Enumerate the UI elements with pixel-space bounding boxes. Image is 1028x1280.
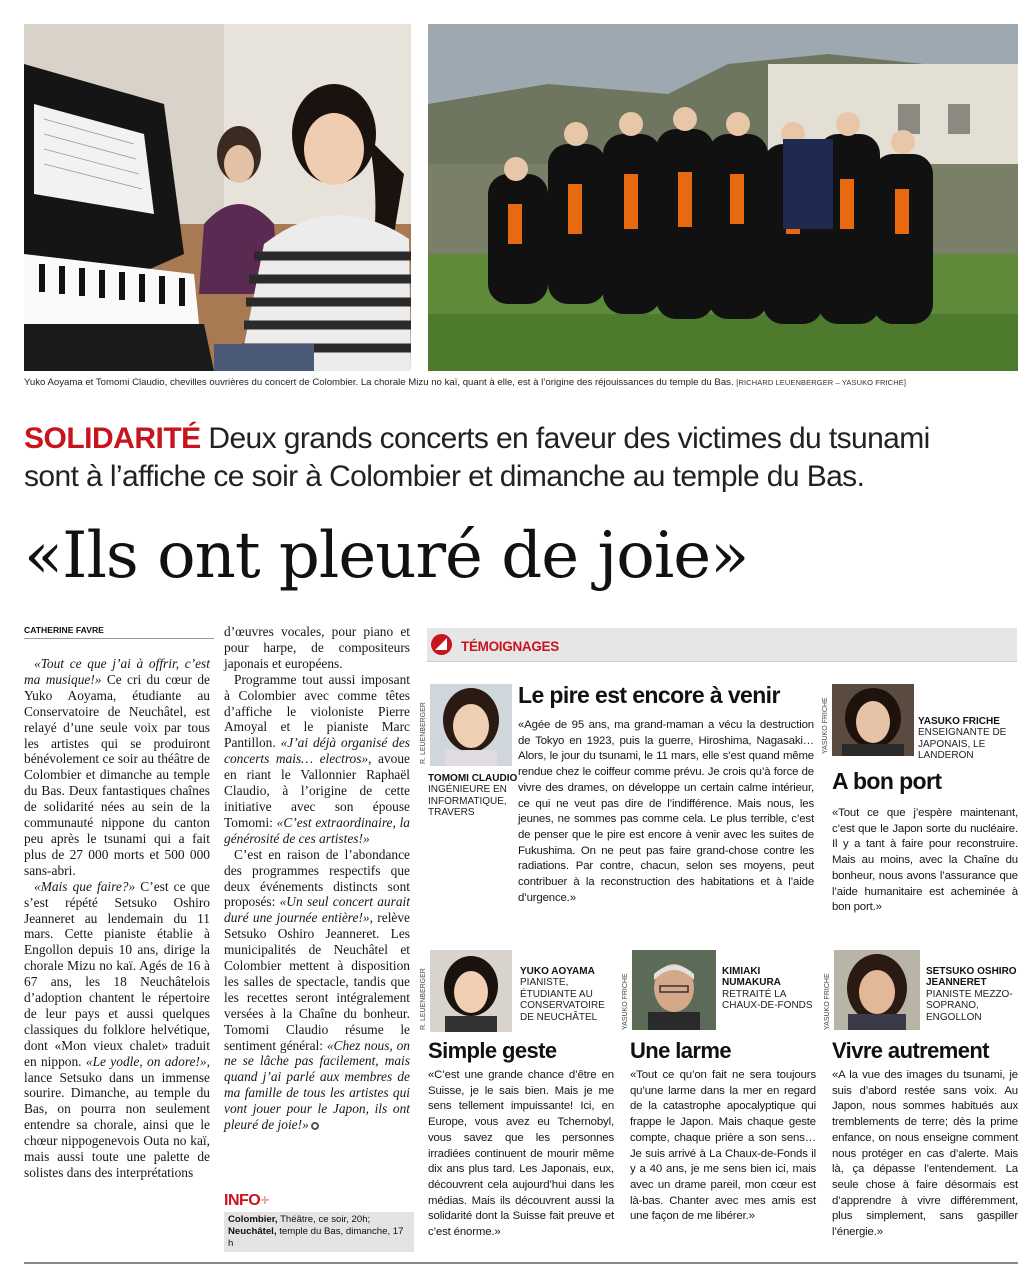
byline: CATHERINE FAVRE	[24, 625, 214, 639]
quote: «J’ai déjà organisé des concerts mais… electros»	[224, 735, 410, 767]
kicker-tag: SOLIDARITÉ	[24, 422, 201, 455]
temoignages-header	[427, 628, 1017, 662]
quote: «Le yodle, on adore!»	[85, 1053, 207, 1069]
article-column-1	[24, 656, 210, 1181]
testimony-title: Vivre autrement	[832, 1038, 989, 1063]
section-mark-icon	[431, 634, 452, 655]
person-role: PIANISTE, ÉTUDIANTE AU CONSERVATOIRE DE NEUCHÂTEL	[520, 977, 605, 1023]
info-place: Neuchâtel,	[228, 1226, 277, 1237]
kicker-line-1: Deux grands concerts en faveur des victimes du tsunami	[200, 422, 930, 455]
text: Programme tout aussi imposant à Colombier avec comme têtes d’affiche le violoniste Pierre Amoyal et le pianiste Marc Pantillon.	[224, 671, 410, 751]
portrait-credit: R. LEUENBERGER	[420, 968, 427, 1030]
kicker-line-2: sont à l’affiche ce soir à Colombier et dimanche au temple du Bas.	[24, 460, 865, 493]
photo-caption	[24, 377, 1014, 388]
testimony-title: Simple geste	[428, 1038, 557, 1063]
info-body	[224, 1212, 414, 1252]
text: , avoue en riant le Vallonnier Raphaël Claudio, à l’origine de cette initiative avec son épouse Tomomi:	[224, 751, 410, 830]
kicker	[24, 420, 1014, 496]
info-place: Colombier,	[228, 1214, 278, 1225]
portrait-credit: R. LEUENBERGER	[420, 702, 427, 764]
photo-piano	[24, 24, 411, 371]
portrait-credit: YASUKO FRICHE	[824, 973, 831, 1030]
portrait-yuko	[430, 950, 512, 1032]
text: , lance Setsuko dans un immense sourire. Dimanche, au temple du Bas, on pourra non seulement entendre sa chorale, ainsi que le chœur nippogenevois Outa no kaï, mais aussi toute une palette de solistes dans des interprétations	[24, 1053, 210, 1180]
temoignages-label: TÉMOIGNAGES	[461, 639, 559, 654]
testimony-title: Une larme	[630, 1038, 731, 1063]
info-detail: Théâtre, ce soir, 20h;	[277, 1214, 371, 1225]
portrait-yasuko	[832, 684, 914, 756]
quote: «C’est extraordinaire, la générosité de ces artistes!»	[224, 814, 410, 846]
person-name: KIMIAKI NUMAKURA	[722, 966, 781, 989]
text: Ce cri du cœur de Yuko Aoyama, étudiante au Conservatoire de Neuchâtel, est relayé d’une seule voix par tous les artistes qui se produiront bénévolement ce soir au théâtre de Colombier et dimanche au temple du Bas. Deux fantastiques chaînes de solidarité nées au sein de la communauté nippone du canton peu après le tsunami qui a fait plus de 27 000 morts et 500 000 sans-abri.	[24, 671, 210, 878]
person-name: TOMOMI CLAUDIO	[428, 773, 518, 784]
person-name: YASUKO FRICHE	[918, 716, 1000, 727]
testimony-text: «C’est une grande chance d’être en Suisse, je le sais bien. Mais je me sens tellement impuissante! Ici, en Europe, vous avez eu Tchernobyl, vous savez que les personnes irradiées continuent de mourir même dix ans plus tard. Les Japonais, eux, découvrent cela aujourd’hui dans les médias. Mais ils découvrent aussi la solidarité dont la Suisse fait preuve et c’est énorme.»	[428, 1069, 614, 1239]
testimony-text: «Tout ce qu’on fait ne sera toujours qu’une larme dans la mer en regard de la catastrophe apocalyptique qui frappe le Japon. Mais chaque geste compte, chaque prière a son sens… Je suis arrivé à La Chaux-de-Fonds il y a 40 ans, je me sens bien ici, mais avec un drame pareil, mon cœur est là-bas. Chanter avec mes amis est une façon de me libérer.»	[630, 1069, 816, 1223]
person-kimiaki	[722, 966, 818, 1012]
text: C’est en raison de l’abondance des programmes respectifs que deux événements distincts sont proposés:	[224, 846, 410, 910]
quote: «Mais que faire?»	[34, 878, 136, 894]
person-name: YUKO AOYAMA	[520, 966, 595, 977]
testimony-text: «Tout ce que j’espère maintenant, c’est que le Japon sorte du nucléaire. Il y a tant à faire pour reconstruire. Mais au moins, avec la Chaîne du bonheur, nous avons l’assurance que l’aide humanitaire est acheminée à bon port.»	[832, 807, 1018, 914]
person-yuko	[520, 966, 616, 1023]
quote: «Tout ce que j’ai à offrir, c’est ma musique!»	[24, 656, 210, 687]
caption-text: Yuko Aoyama et Tomomi Claudio, chevilles ouvrières du concert de Colombier. La chorale Mizu no kaï, quant à elle, est à l’origine des réjouissances du temple du Bas.	[24, 377, 734, 388]
person-role: PIANISTE MEZZO-SOPRANO, ENGOLLON	[926, 988, 1013, 1023]
info-line	[228, 1214, 410, 1226]
article-paragraph	[24, 879, 210, 1181]
info-detail: temple du Bas, dimanche, 17 h	[228, 1226, 404, 1249]
info-plus-icon: +	[260, 1192, 270, 1209]
quote: «Un seul concert aurait duré une journée entière!»	[224, 894, 410, 926]
info-title-text: INFO	[224, 1192, 261, 1209]
testimony-title: Le pire est encore à venir	[518, 682, 780, 708]
bottom-rule	[24, 1262, 1018, 1264]
testimony-title: A bon port	[832, 768, 942, 794]
text: , relève Setsuko Oshiro Jeanneret. Les municipalités de Neuchâtel et Colombier mettent à disposition les salles de spectacle, tandis que les recettes seront intégralement versées à la Chaîne du bonheur. Tomomi Claudio résume le sentiment général:	[224, 910, 410, 1053]
person-yasuko	[918, 716, 1018, 762]
article-paragraph	[224, 847, 410, 1133]
article-paragraph	[224, 672, 410, 847]
person-role: ENSEIGNANTE DE JAPONAIS, LE LANDERON	[918, 727, 1007, 762]
person-role: INGÉNIEURE EN INFORMATIQUE, TRAVERS	[428, 784, 507, 819]
testimony-text: «Agée de 95 ans, ma grand-maman a vécu la destruction de Tokyo en 1923, puis la guerre, Hiroshima, Nagasaki… Alors, le jour du tsunami, le 11 mars, elle s’est quand même rendue chez le coiffeur comme prévu. Je crois qu’à force de vivre des drames, on développe un certain calme intérieur, ce qui ne veut pas dire de l’indifférence. Mais nous, les jeunes, ne sommes pas comme cela. Le plus terrible, c’est de penser que le pire est encore à venir avec les suites de Fukushima. On ne peut pas faire grand-chose contre les radiations. Par contre, chacun, selon ses moyens, peut contribuer à la reconstruction des habitations et à l’aide d’urgence.»	[518, 719, 814, 904]
info-box	[224, 1192, 414, 1252]
portrait-credit: YASUKO FRICHE	[822, 697, 829, 754]
testimony-text: «A la vue des images du tsunami, je suis d’abord restée sans voix. Au Japon, nous sommes habitués aux tremblements de terre; dès la prime enfance, on nous enseigne comment nous protéger en cas d’alerte. Mais là, ça dépasse l’entendement. La seule chose à faire désormais est d’apprendre à vivre différemment, plus simplement, sans gaspiller l’énergie.»	[832, 1069, 1018, 1239]
portrait-credit: YASUKO FRICHE	[622, 973, 629, 1030]
info-line	[228, 1226, 410, 1250]
text: C’est ce que s’est répété Setsuko Oshiro Jeanneret au lendemain du 11 mars. Cette pianiste établie à Engollon depuis 10 ans, dirige la chorale Mizu no kaï. Agés de 16 à 67 ans, les 18 Neuchâtelois d’adoption chantent le répertoire de leur pays et aussi quelques classiques du folklore helvétique, dont «Mon vieux chalet» traduit en nippon.	[24, 878, 210, 1069]
photo-credit: [RICHARD LEUENBERGER – YASUKO FRICHE]	[736, 378, 907, 387]
end-mark-icon	[311, 1122, 319, 1130]
article-paragraph	[24, 656, 210, 879]
photo-choir	[428, 24, 1018, 371]
person-role: RETRAITÉ LA CHAUX-DE-FONDS	[722, 988, 813, 1012]
portrait-setsuko	[834, 950, 920, 1030]
person-tomomi	[428, 773, 518, 819]
person-setsuko	[926, 966, 1020, 1023]
article-column-2	[224, 624, 410, 1133]
quote: «Chez nous, on ne se lâche pas facilement, mais quand j’ai parlé aux membres de ma famille de tous les artistes qui vont jouer pour le Japon, ils ont pleuré de joie!»	[224, 1037, 410, 1133]
headline: «Ils ont pleuré de joie»	[24, 519, 749, 593]
info-title	[224, 1192, 414, 1210]
article-paragraph: d’œuvres vocales, pour piano et pour harpe, de compositeurs japonais et européens.	[224, 624, 410, 671]
portrait-kimiaki	[632, 950, 716, 1030]
portrait-tomomi	[430, 684, 512, 766]
person-name: SETSUKO OSHIRO JEANNERET	[926, 966, 1017, 989]
